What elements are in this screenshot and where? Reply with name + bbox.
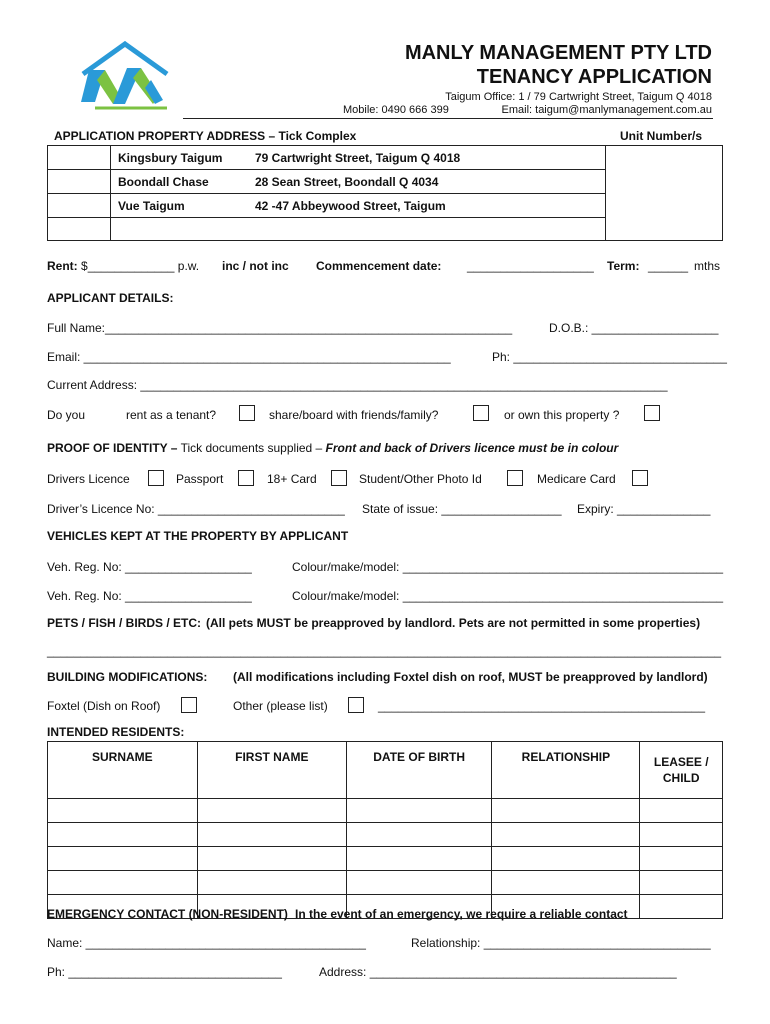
state-issue-field[interactable]: State of issue: __________________ — [362, 502, 562, 516]
other-checkbox[interactable] — [348, 697, 364, 713]
rent-tenant-checkbox[interactable] — [239, 405, 255, 421]
modifications-heading: BUILDING MODIFICATIONS: — [47, 670, 208, 684]
vehicle-reg-2[interactable]: Veh. Reg. No: ___________________ — [47, 589, 252, 603]
col-first-name: FIRST NAME — [197, 742, 346, 799]
share-board-label: share/board with friends/family? — [269, 408, 439, 422]
header-rule — [183, 118, 713, 119]
full-name-field[interactable]: Full Name:_____________________________________________________________ — [47, 321, 513, 335]
drivers-licence-label: Drivers Licence — [47, 472, 130, 486]
phone-field[interactable]: Ph: ________________________________ — [492, 350, 727, 364]
address-vue: 42 -47 Abbeywood Street, Taigum — [255, 199, 446, 213]
modifications-note: (All modifications including Foxtel dish on roof, MUST be preapproved by landlord) — [233, 670, 708, 684]
pets-note: (All pets MUST be preapproved by landlord. Pets are not permitted in some properties) — [206, 616, 701, 630]
tick-vue[interactable] — [48, 194, 109, 216]
tick-kingsbury[interactable] — [48, 146, 109, 168]
complex-vue: Vue Taigum — [118, 199, 185, 213]
emergency-heading: EMERGENCY CONTACT (NON-RESIDENT) — [47, 907, 288, 921]
col-leasee-child: LEASEE / CHILD — [640, 742, 723, 799]
student-label: Student/Other Photo Id — [359, 472, 482, 486]
rent-tenant-label: rent as a tenant? — [126, 408, 217, 422]
share-board-checkbox[interactable] — [473, 405, 489, 421]
do-you-label: Do you — [47, 408, 86, 422]
months-label: mths — [694, 259, 721, 273]
pets-field[interactable]: _____________________________________________________________________________________________________ — [47, 644, 722, 658]
vehicle-colour-2[interactable]: Colour/make/model: ________________________________________________ — [292, 589, 724, 603]
vehicle-colour-1[interactable]: Colour/make/model: ________________________________________________ — [292, 560, 724, 574]
office-address: Taigum Office: 1 / 79 Cartwright Street, Taigum Q 4018 — [445, 91, 712, 103]
term-field[interactable]: ______ — [648, 259, 689, 273]
col-surname: SURNAME — [48, 742, 198, 799]
foxtel-label: Foxtel (Dish on Roof) — [47, 699, 161, 713]
own-property-label: or own this property ? — [504, 408, 620, 422]
form-title: TENANCY APPLICATION — [476, 66, 712, 88]
term-label: Term: — [607, 259, 640, 273]
student-checkbox[interactable] — [507, 470, 523, 486]
unit-number-field[interactable] — [606, 146, 722, 240]
address-boondall: 28 Sean Street, Boondall Q 4034 — [255, 175, 439, 189]
complex-kingsbury: Kingsbury Taigum — [118, 151, 223, 165]
emergency-phone-field[interactable]: Ph: ________________________________ — [47, 965, 282, 979]
unit-number-label: Unit Number/s — [620, 129, 703, 143]
property-heading: APPLICATION PROPERTY ADDRESS – Tick Complex — [54, 129, 357, 143]
vehicles-heading: VEHICLES KEPT AT THE PROPERTY BY APPLICANT — [47, 529, 349, 543]
address-kingsbury: 79 Cartwright Street, Taigum Q 4018 — [255, 151, 461, 165]
passport-label: Passport — [176, 472, 224, 486]
emergency-name-field[interactable]: Name: __________________________________________ — [47, 936, 366, 950]
rent-label: Rent: — [47, 259, 78, 273]
foxtel-checkbox[interactable] — [181, 697, 197, 713]
current-address-field[interactable]: Current Address: _______________________________________________________________________________ — [47, 378, 668, 392]
commencement-field[interactable]: ___________________ — [467, 259, 594, 273]
table-row — [48, 823, 723, 847]
vehicle-reg-1[interactable]: Veh. Reg. No: ___________________ — [47, 560, 252, 574]
table-row — [48, 799, 723, 823]
table-row — [48, 871, 723, 895]
card18-checkbox[interactable] — [331, 470, 347, 486]
licence-number-field[interactable]: Driver’s Licence No: ____________________________ — [47, 502, 345, 516]
own-property-checkbox[interactable] — [644, 405, 660, 421]
residents-heading: INTENDED RESIDENTS: — [47, 725, 185, 739]
commencement-label: Commencement date: — [316, 259, 442, 273]
other-field[interactable]: _________________________________________________ — [378, 699, 706, 713]
dob-field[interactable]: D.O.B.: ___________________ — [549, 321, 719, 335]
drivers-licence-checkbox[interactable] — [148, 470, 164, 486]
company-name: MANLY MANAGEMENT PTY LTD — [404, 42, 712, 64]
inc-not-inc[interactable]: inc / not inc — [222, 259, 289, 273]
emergency-relationship-field[interactable]: Relationship: __________________________________ — [411, 936, 711, 950]
identity-heading: PROOF OF IDENTITY – Tick documents supplied – Front and back of Drivers licence must be in colour — [47, 441, 619, 455]
table-row — [48, 847, 723, 871]
other-label: Other (please list) — [233, 699, 328, 713]
medicare-label: Medicare Card — [537, 472, 616, 486]
emergency-note: In the event of an emergency, we require a reliable contact — [295, 907, 628, 921]
medicare-checkbox[interactable] — [632, 470, 648, 486]
pets-heading: PETS / FISH / BIRDS / ETC: — [47, 616, 202, 630]
passport-checkbox[interactable] — [238, 470, 254, 486]
col-relationship: RELATIONSHIP — [492, 742, 640, 799]
col-dob: DATE OF BIRTH — [346, 742, 491, 799]
residents-table — [47, 741, 723, 919]
rent-field[interactable]: $_____________ p.w. — [81, 259, 200, 273]
card18-label: 18+ Card — [267, 472, 317, 486]
emergency-address-field[interactable]: Address: ______________________________________________ — [319, 965, 677, 979]
company-logo — [75, 40, 175, 112]
mobile-number: Mobile: 0490 666 399 — [343, 104, 449, 116]
complex-boondall: Boondall Chase — [118, 175, 209, 189]
expiry-field[interactable]: Expiry: ______________ — [577, 502, 711, 516]
applicant-heading: APPLICANT DETAILS: — [47, 291, 174, 305]
email-field[interactable]: Email: _______________________________________________________ — [47, 350, 451, 364]
tick-boondall[interactable] — [48, 170, 109, 192]
email-address: Email: taigum@manlymanagement.com.au — [501, 104, 712, 116]
